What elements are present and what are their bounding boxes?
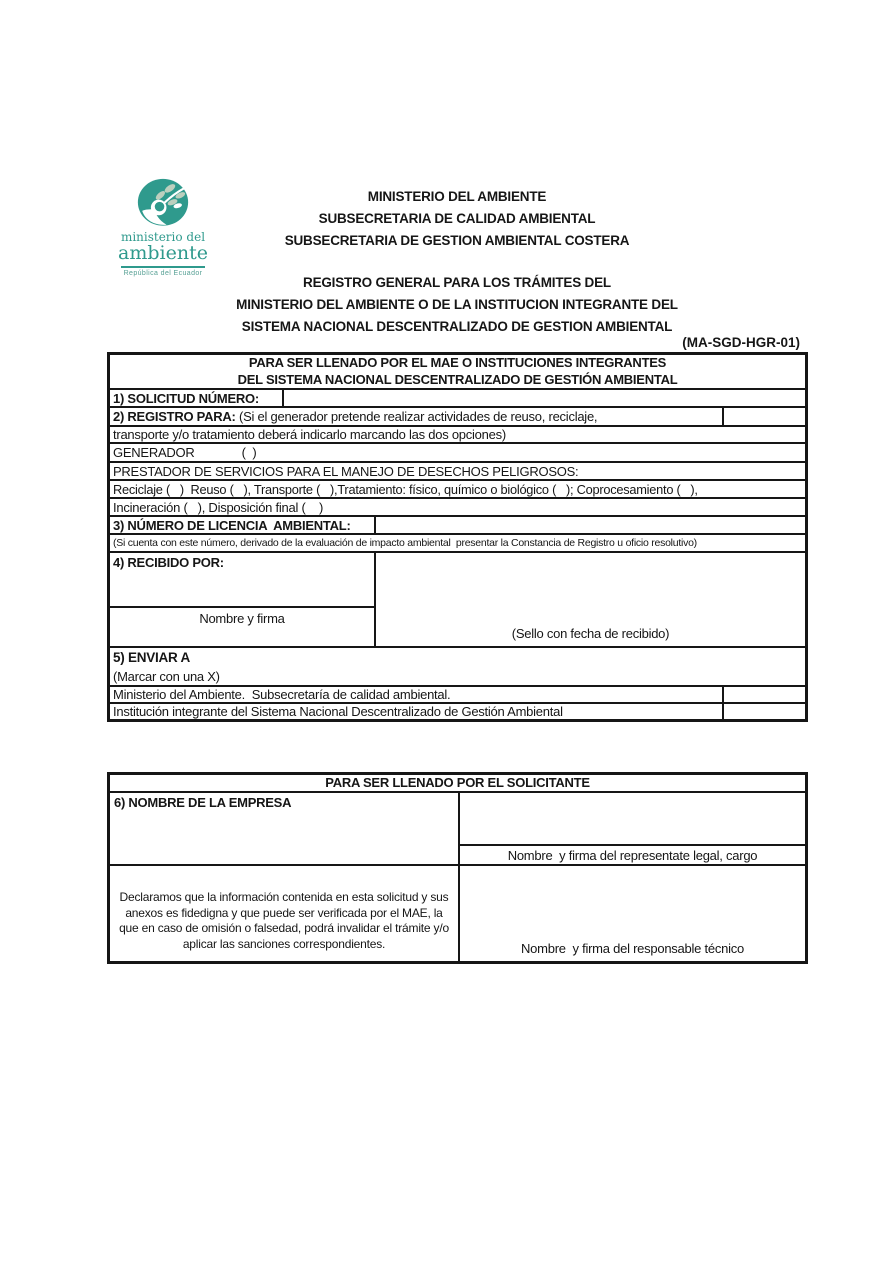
- opcion-mae-label: Ministerio del Ambiente. Subsecretaría de calidad ambiental.: [113, 687, 451, 702]
- table1-header-row: [110, 355, 805, 388]
- opciones-line1-row[interactable]: [110, 479, 805, 497]
- prestador-label: PRESTADOR DE SERVICIOS PARA EL MANEJO DE DESECHOS PELIGROSOS:: [113, 463, 579, 479]
- opciones-line1: Reciclaje ( ) Reuso ( ), Transporte ( ),Tratamiento: físico, químico o biológico ( ); Coprocesamiento ( ),: [113, 481, 698, 497]
- table1-header-line1: PARA SER LLENADO POR EL MAE O INSTITUCIONES INTEGRANTES: [248, 355, 667, 370]
- header-line-3: SUBSECRETARIA DE GESTION AMBIENTAL COSTERA: [284, 233, 630, 248]
- representante-firma-area[interactable]: [460, 793, 805, 846]
- opcion-institucion-row: [110, 702, 805, 719]
- logo-divider: [121, 266, 205, 268]
- sello-area[interactable]: [376, 553, 805, 646]
- opciones-line2-row[interactable]: [110, 497, 805, 515]
- table2-header-row: [110, 775, 805, 791]
- licencia-note: (Si cuenta con este número, derivado de la evaluación de impacto ambiental presentar la Constancia de Registro u oficio resolutivo): [113, 537, 697, 549]
- header-line-1: MINISTERIO DEL AMBIENTE: [367, 189, 547, 204]
- institution-header: [157, 186, 757, 252]
- generador-option: GENERADOR ( ): [113, 445, 257, 460]
- registro-para-mark-cell[interactable]: [722, 408, 805, 425]
- responsable-firma-area[interactable]: [460, 866, 805, 961]
- table2-header: PARA SER LLENADO POR EL SOLICITANTE: [325, 774, 590, 790]
- logo-text-republica: República del Ecuador: [123, 270, 203, 277]
- licencia-numero-input-cell[interactable]: [376, 517, 805, 533]
- registro-para-note2: transporte y/o tratamiento deberá indicarlo marcando las dos opciones): [113, 427, 506, 442]
- declaracion-text: Declaramos que la información contenida en esta solicitud y sus anexos es fidedigna y que puede ser verificada por el MAE, la que en caso de omisión o falsedad, podrá invalidar el trámite y/o aplicar las sanciones correspondientes.: [110, 866, 460, 961]
- solicitud-numero-input-cell[interactable]: [284, 390, 805, 406]
- generador-row[interactable]: [110, 442, 805, 461]
- solicitud-label: 1) SOLICITUD NÚMERO:: [110, 390, 284, 406]
- nombre-firma-label: Nombre y firma: [199, 611, 285, 626]
- opcion-institucion-label: Institución integrante del Sistema Nacional Descentralizado de Gestión Ambiental: [113, 704, 563, 719]
- title-line-2: MINISTERIO DEL AMBIENTE O DE LA INSTITUCION INTEGRANTE DEL: [236, 297, 678, 312]
- header-line-2: SUBSECRETARIA DE CALIDAD AMBIENTAL: [318, 211, 596, 226]
- opcion-mae-row: [110, 685, 805, 702]
- enviar-label: 5) ENVIAR A: [113, 650, 191, 665]
- empresa-row: [110, 791, 805, 864]
- recibido-label: 4) RECIBIDO POR:: [110, 553, 374, 608]
- logo-text-ministerio: ministerio del: [120, 230, 206, 244]
- declaracion-row: [110, 864, 805, 961]
- licencia-note-row: [110, 533, 805, 551]
- registro-note2-row: [110, 425, 805, 442]
- table-solicitante-section: [107, 772, 808, 964]
- form-title: [137, 272, 777, 338]
- registro-para-label: 2) REGISTRO PARA:: [113, 409, 236, 424]
- enviar-row: [110, 646, 805, 685]
- sello-label: (Sello con fecha de recibido): [511, 626, 670, 641]
- licencia-label: 3) NÚMERO DE LICENCIA AMBIENTAL:: [110, 517, 376, 533]
- licencia-row: [110, 515, 805, 533]
- enviar-note: (Marcar con una X): [113, 669, 220, 684]
- empresa-label: 6) NOMBRE DE LA EMPRESA: [110, 793, 460, 864]
- opcion-mae-mark-cell[interactable]: [722, 687, 805, 702]
- title-line-1: REGISTRO GENERAL PARA LOS TRÁMITES DEL: [303, 275, 611, 290]
- responsable-label: Nombre y firma del responsable técnico: [521, 941, 744, 956]
- title-line-3: SISTEMA NACIONAL DESCENTRALIZADO DE GESTION AMBIENTAL: [241, 319, 673, 334]
- recibido-row: [110, 551, 805, 646]
- logo-text-ambiente: ambiente: [118, 242, 208, 264]
- table1-header-line2: DEL SISTEMA NACIONAL DESCENTRALIZADO DE GESTIÓN AMBIENTAL: [237, 371, 678, 387]
- opciones-line2: Incineración ( ), Disposición final ( ): [113, 499, 324, 515]
- registro-para-row: [110, 406, 805, 425]
- registro-para-note: (Si el generador pretende realizar actividades de reuso, reciclaje,: [235, 409, 598, 424]
- opcion-institucion-mark-cell[interactable]: [722, 704, 805, 719]
- representante-label: Nombre y firma del representate legal, cargo: [507, 847, 758, 863]
- form-code: (MA-SGD-HGR-01): [682, 335, 800, 350]
- table-mae-section: [107, 352, 808, 722]
- solicitud-row: [110, 388, 805, 406]
- prestador-row: [110, 461, 805, 479]
